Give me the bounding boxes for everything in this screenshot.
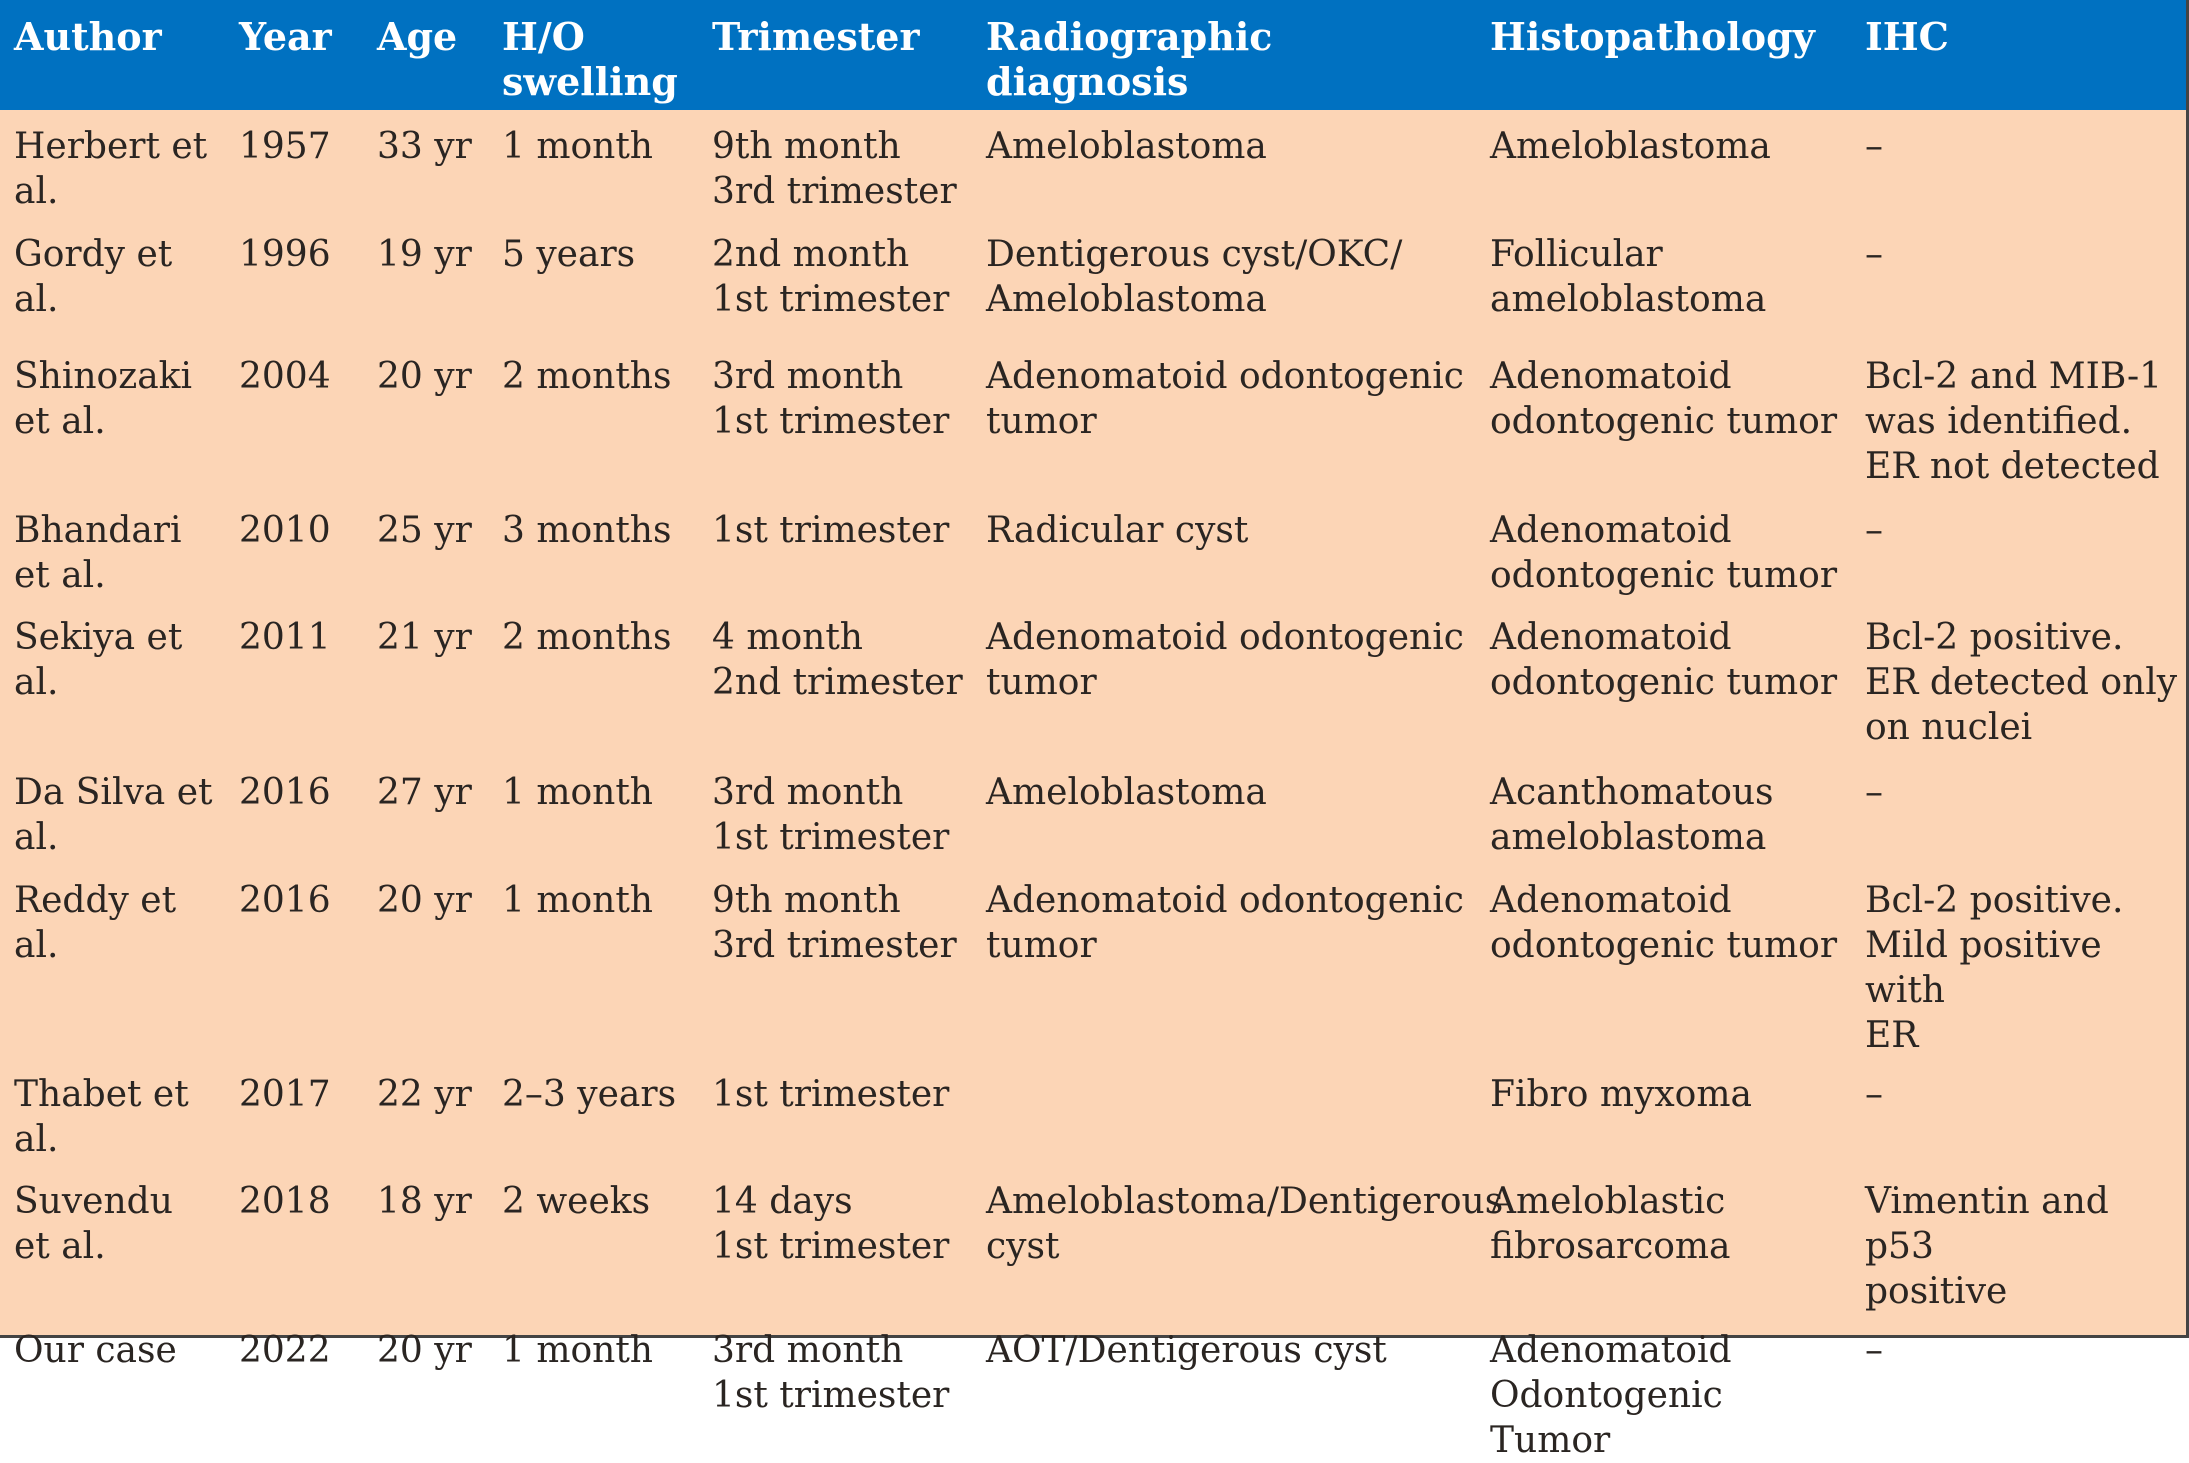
cell-histopathology: Adenomatoid odontogenic tumor [1490,880,1838,966]
cell-ho-swelling: 1 month [502,772,653,813]
header-ihc: IHC [1865,14,1949,59]
header-histopathology: Histopathology [1490,14,1815,59]
header-trimester: Trimester [712,14,920,59]
cell-year: 2010 [239,510,331,551]
cell-trimester: 3rd month 1st trimester [712,772,950,858]
cell-trimester: 1st trimester [712,1074,950,1115]
cell-radiographic-diagnosis [972,1058,1476,1165]
cell-ihc: – [1865,1074,1883,1115]
cell-trimester: 14 days 1st trimester [712,1181,950,1267]
cell-histopathology: Acanthomatous ameloblastoma [1490,772,1774,858]
cell-age: 25 yr [377,510,472,551]
cell-author: Herbert et al. [14,126,208,212]
header-age: Age [377,14,458,59]
cell-year: 2018 [239,1181,331,1222]
cell-year: 1996 [239,234,331,275]
cell-ho-swelling: 5 years [502,234,636,275]
cell-histopathology: Fibro myxoma [1490,1074,1752,1115]
cell-ho-swelling: 2–3 years [502,1074,677,1115]
cell-trimester: 9th month 3rd trimester [712,880,957,966]
cell-histopathology: Ameloblastoma [1490,126,1771,167]
cell-ihc: Bcl-2 positive. Mild positive with ER [1865,880,2124,1056]
cell-age: 19 yr [377,234,472,275]
cell-year: 2011 [239,617,331,658]
cell-age: 20 yr [377,1330,472,1371]
cell-author: Our case [14,1330,177,1371]
cell-ihc: Bcl-2 and MIB-1 was identified. ER not detected [1865,356,2163,487]
cell-radiographic-diagnosis: Adenomatoid odontogenic tumor [986,356,1464,442]
table-row [0,864,2186,1058]
cell-year: 2016 [239,772,331,813]
cell-age: 20 yr [377,356,472,397]
cell-ho-swelling: 1 month [502,1330,653,1371]
header-ho-swelling: H/O swelling [502,14,678,104]
cell-age: 21 yr [377,617,472,658]
cell-ihc: – [1865,234,1883,275]
cell-trimester: 1st trimester [712,510,950,551]
table-row [0,601,2186,756]
cell-author: Da Silva et al. [14,772,213,858]
table-row [0,494,2186,601]
cell-age: 18 yr [377,1181,472,1222]
cell-radiographic-diagnosis: Adenomatoid odontogenic tumor [986,617,1464,703]
cell-radiographic-diagnosis: Dentigerous cyst/OKC/ Ameloblastoma [986,234,1403,320]
cell-ihc: – [1865,126,1883,167]
cell-radiographic-diagnosis: AOT/Dentigerous cyst [986,1330,1387,1371]
cell-histopathology: Adenomatoid odontogenic tumor [1490,617,1838,703]
cell-ihc: Bcl-2 positive. ER detected only on nuclei [1865,617,2178,748]
table-row [0,340,2186,494]
cell-author: Thabet et al. [14,1074,189,1160]
table-row [0,756,2186,864]
table-body [0,110,2186,1463]
cell-radiographic-diagnosis: Ameloblastoma/Dentigerous cyst [986,1181,1504,1267]
cell-ho-swelling: 1 month [502,126,653,167]
cell-histopathology: Follicular ameloblastoma [1490,234,1767,320]
table-row [0,110,2186,218]
cell-ho-swelling: 1 month [502,880,653,921]
cell-ihc: Vimentin and p53 positive [1865,1181,2109,1312]
table-header-row [0,0,2186,110]
cell-trimester: 9th month 3rd trimester [712,126,957,212]
cell-author: Shinozaki et al. [14,356,192,442]
header-year: Year [239,14,332,59]
cell-age: 27 yr [377,772,472,813]
cell-histopathology: Ameloblastic fibrosarcoma [1490,1181,1731,1267]
cell-radiographic-diagnosis: Adenomatoid odontogenic tumor [986,880,1464,966]
cell-radiographic-diagnosis: Ameloblastoma [986,772,1267,813]
cell-ho-swelling: 2 weeks [502,1181,651,1222]
cell-histopathology: Adenomatoid Odontogenic Tumor [1490,1330,1732,1461]
table-row [0,1058,2186,1165]
cell-author: Sekiya et al. [14,617,183,703]
cell-histopathology: Adenomatoid odontogenic tumor [1490,356,1838,442]
cell-ho-swelling: 2 months [502,356,672,397]
cell-year: 2022 [239,1330,331,1371]
table-row [0,218,2186,340]
header-radiographic-diagnosis: Radiographic diagnosis [986,14,1273,104]
cell-trimester: 4 month 2nd trimester [712,617,963,703]
cell-ho-swelling: 2 months [502,617,672,658]
cell-author: Reddy et al. [14,880,177,966]
cell-author: Bhandari et al. [14,510,182,596]
header-author: Author [14,14,162,59]
cell-author: Gordy et al. [14,234,173,320]
cell-ihc: – [1865,1330,1883,1371]
cell-trimester: 3rd month 1st trimester [712,1330,950,1416]
cell-age: 20 yr [377,880,472,921]
table-row [0,1314,2186,1463]
cell-age: 22 yr [377,1074,472,1115]
cell-year: 2017 [239,1074,331,1115]
cell-year: 2016 [239,880,331,921]
cell-ihc: – [1865,772,1883,813]
cell-histopathology: Adenomatoid odontogenic tumor [1490,510,1838,596]
cell-year: 2004 [239,356,331,397]
cell-radiographic-diagnosis: Ameloblastoma [986,126,1267,167]
cell-trimester: 2nd month 1st trimester [712,234,950,320]
cell-author: Suvendu et al. [14,1181,173,1267]
cell-trimester: 3rd month 1st trimester [712,356,950,442]
cell-age: 33 yr [377,126,472,167]
cell-year: 1957 [239,126,331,167]
cell-ihc: – [1865,510,1883,551]
table-row [0,1165,2186,1314]
cell-ho-swelling: 3 months [502,510,672,551]
cell-radiographic-diagnosis: Radicular cyst [986,510,1249,551]
